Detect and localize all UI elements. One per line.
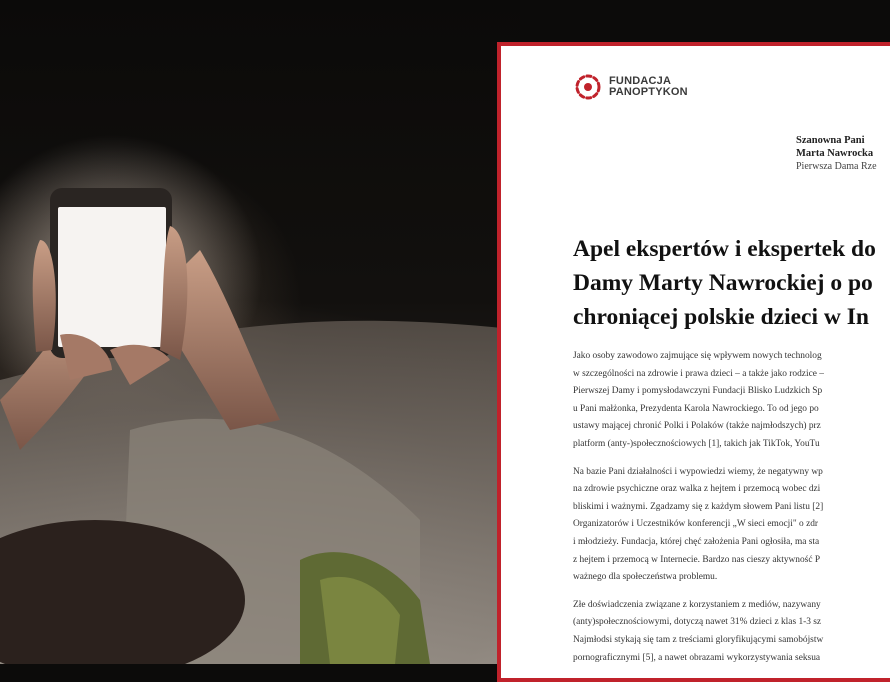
recipient-name: Marta Nawrocka [796, 148, 874, 159]
body-line: i młodzieży. Fundacja, której chęć założenia Pani ogłosiła, ma sta [573, 536, 820, 547]
paragraph-3 [573, 597, 890, 667]
body-line: Najmłodsi stykają się tam z treściami gloryfikującymi samobójstw [573, 634, 824, 645]
body-line: ważnego dla społeczeństwa problemu. [573, 572, 718, 583]
letter-heading [573, 232, 890, 334]
logo-line-2: PANOPTYKON [609, 86, 688, 98]
body-line: bliskimi i ważnymi. Zgadzamy się z każdym słowem Pani listu [2] [573, 501, 824, 512]
body-line: Pierwszej Damy i pomysłodawczyni Fundacji Blisko Ludzkich Sp [573, 386, 823, 397]
body-line: Jako osoby zawodowo zajmujące się wpływem nowych technolog [573, 351, 822, 361]
recipient-block [796, 134, 877, 173]
paragraph-2 [573, 464, 890, 587]
heading-line: chroniącej polskie dzieci w In [573, 304, 869, 330]
heading-line: Damy Marty Nawrockiej o po [573, 270, 873, 296]
heading-line: Apel ekspertów i ekspertek do [573, 236, 876, 262]
body-line: w szczególności na zdrowie i prawa dzieci – a także jako rodzice – [573, 368, 824, 379]
body-line: platform (anty-)społecznościowych [1], takich jak TikTok, YouTu [573, 438, 820, 449]
body-line: ustawy mającej chronić Polki i Polaków (także najmłodszych) prz [573, 421, 821, 432]
letter-document [497, 42, 890, 682]
body-line: (anty)społecznościowymi, dotyczą nawet 31% dzieci z klas 1-3 sz [573, 617, 822, 628]
letter-body [573, 348, 890, 677]
body-line: Złe doświadczenia związane z korzystaniem z mediów, nazywany [573, 599, 821, 610]
body-line: u Pani małżonka, Prezydenta Karola Nawrockiego. To od jego po [573, 403, 819, 414]
body-line: pornograficznymi [5], a nawet obrazami wykorzystywania seksua [573, 652, 821, 663]
body-line: Organizatorów i Uczestników konferencji „W sieci emocji" o zdr [573, 519, 819, 530]
panoptykon-logo-icon [571, 70, 605, 104]
recipient-salutation: Szanowna Pani [796, 135, 865, 146]
logo-line-1: FUNDACJA [609, 75, 672, 87]
body-line: z hejtem i przemocą w Internecie. Bardzo nas cieszy aktywność P [573, 554, 821, 565]
paragraph-1 [573, 348, 890, 454]
body-line: na zdrowie psychiczne oraz walka z hejtem i przemocą wobec dzi [573, 484, 821, 495]
body-line: Na bazie Pani działalności i wypowiedzi wiemy, że negatywny wp [573, 466, 823, 477]
recipient-title: Pierwsza Dama Rze [796, 161, 877, 172]
logo [571, 70, 688, 104]
